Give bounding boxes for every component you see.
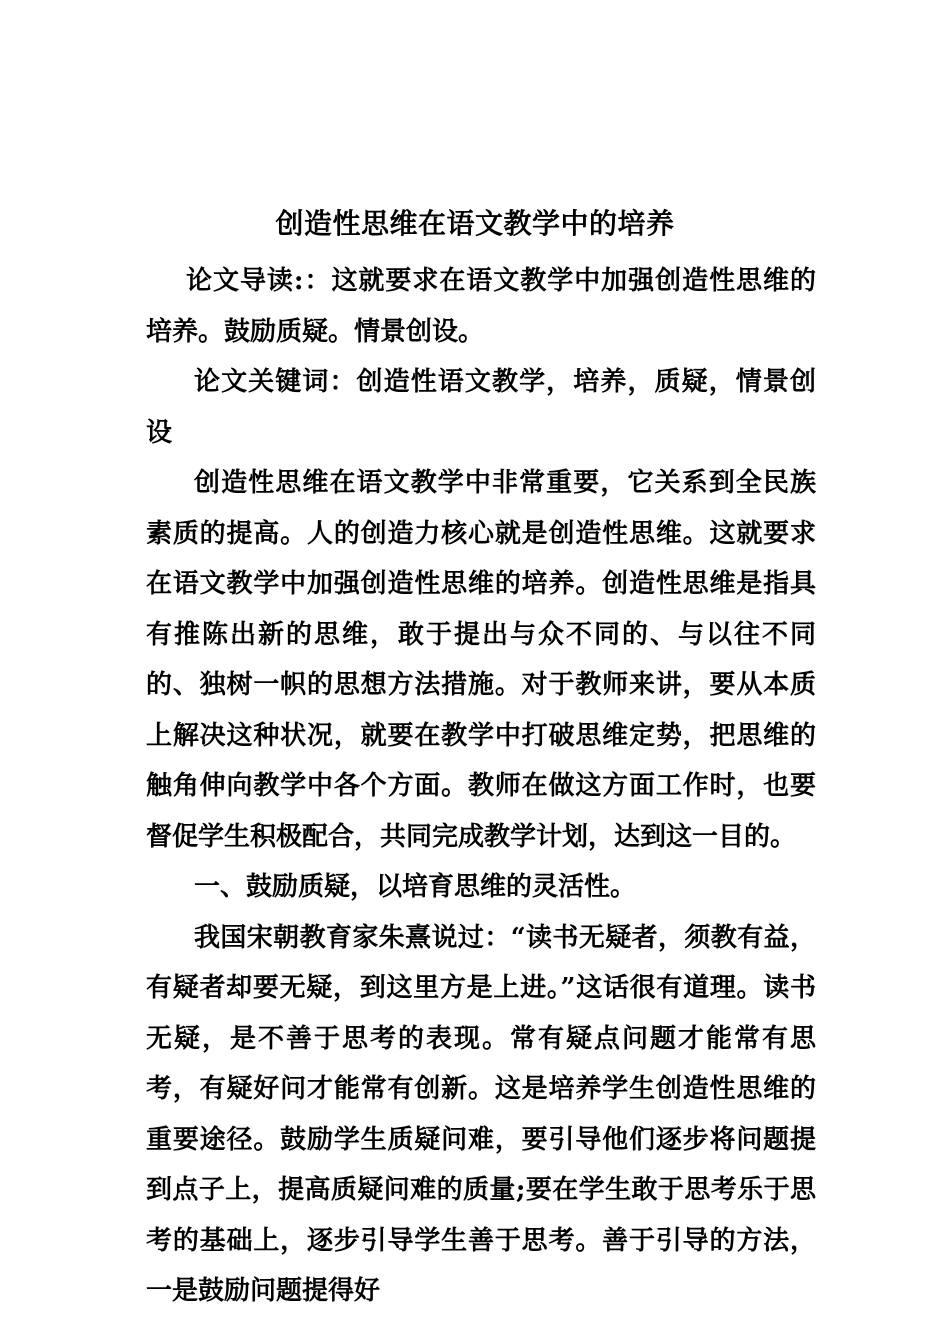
section-heading: 一、鼓励质疑，以培育思维的灵活性。 (194, 872, 637, 902)
keywords-paragraph: 论文关键词：创造性语文教学，培养，质疑，情景创设 (146, 367, 816, 448)
abstract-paragraph: 论文导读:：这就要求在语文教学中加强创造性思维的培养。鼓励质疑。情景创设。 (146, 266, 816, 347)
document-body (146, 256, 816, 1317)
body-paragraph: 创造性思维在语文教学中非常重要，它关系到全民族素质的提高。人的创造力核心就是创造性思维。这就要求在语文教学中加强创造性思维的培养。创造性思维是指具有推陈出新的思维，敢于提出与众不同的、与以往不同的、独树一帜的思想方法措施。对于教师来讲，要从本质上解决这种状况，就要在教学中打破思维定势，把思维的触角伸向教学中各个方面。教师在做这方面工作时，也要督促学生积极配合，共同完成教学计划，达到这一目的。 (146, 468, 816, 852)
body-paragraph: 我国宋朝教育家朱熹说过：“读书无疑者，须教有益，有疑者却要无疑，到这里方是上进。”这话很有道理。读书无疑，是不善于思考的表现。常有疑点问题才能常有思考，有疑好问才能常有创新。这是培养学生创造性思维的重要途径。鼓励学生质疑问难，要引导他们逐步将问题提到点子上，提高质疑问难的质量;要在学生敢于思考乐于思考的基础上，逐步引导学生善于思考。善于引导的方法，一是鼓励问题提得好 (146, 922, 816, 1306)
document-title: 创造性思维在语文教学中的培养 (275, 207, 675, 240)
